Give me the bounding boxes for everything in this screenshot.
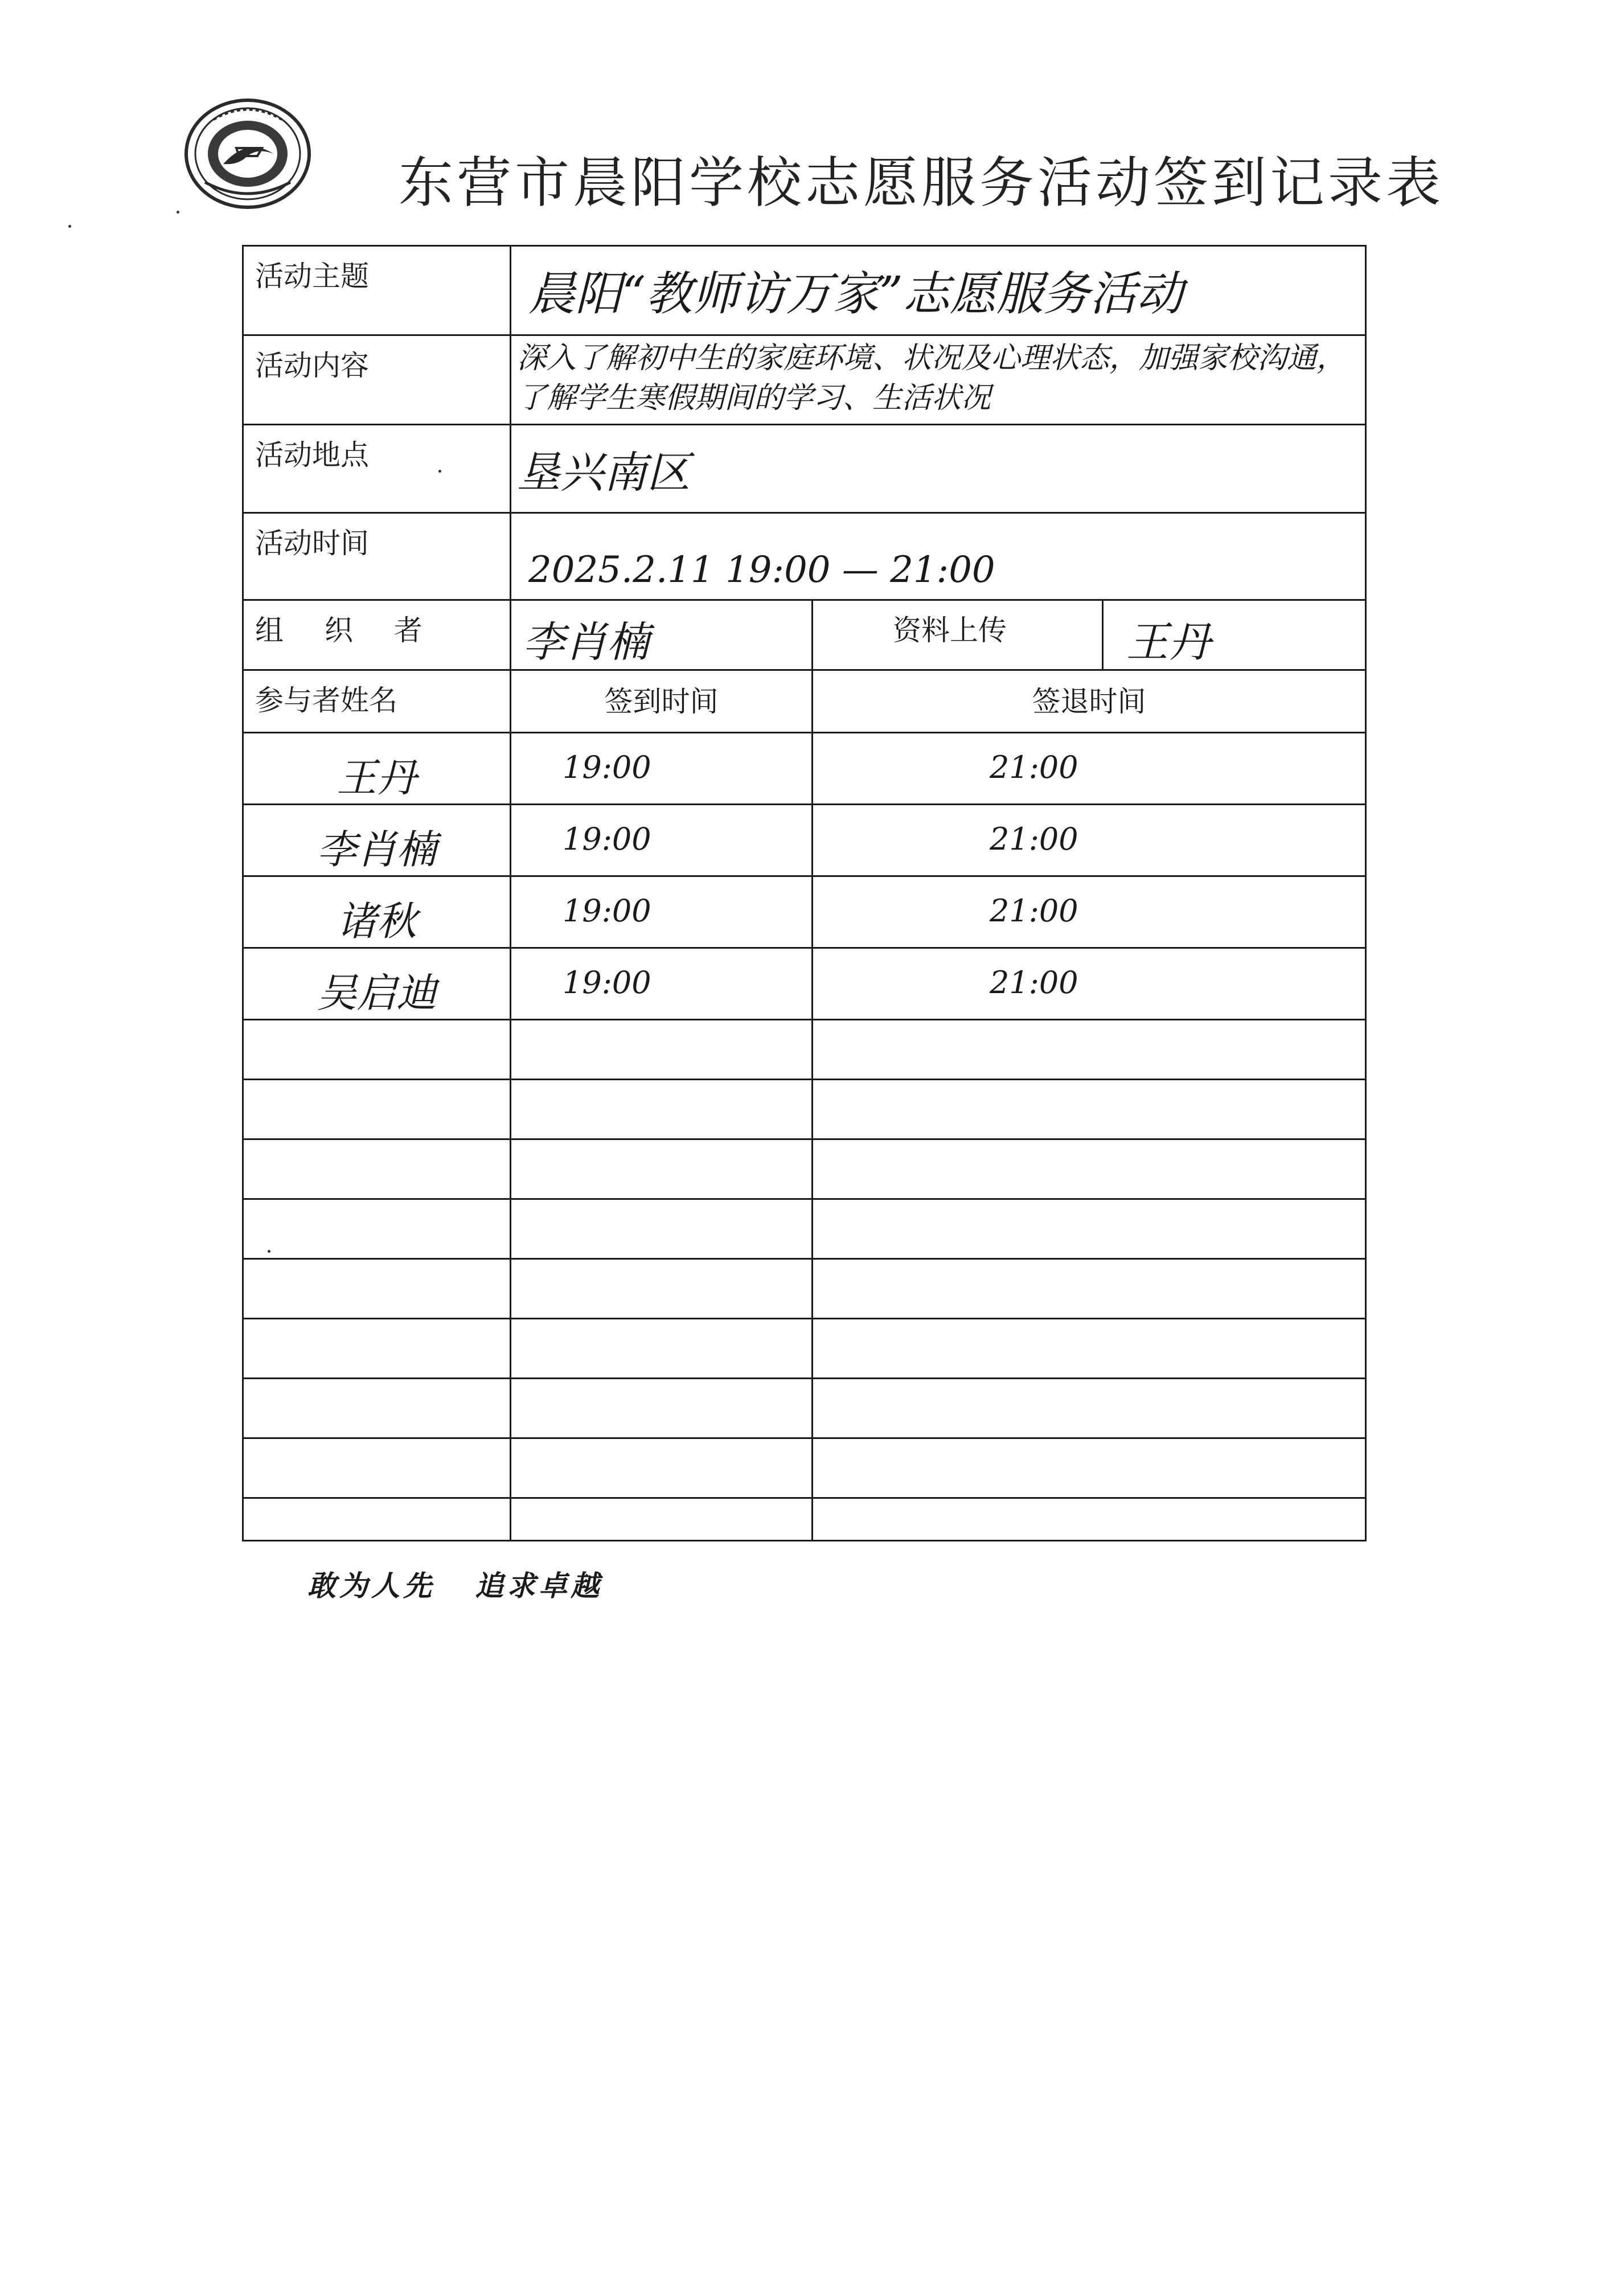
checkin-time-header: 签到时间	[604, 685, 719, 718]
blank-row	[243, 1020, 1366, 1080]
time-value: 2025.2.11 19:00 — 21:00	[528, 549, 995, 591]
content-label: 活动内容	[255, 349, 369, 382]
table-row	[243, 733, 1366, 805]
scan-speck	[68, 225, 71, 228]
theme-value: 晨阳“教师访万家”志愿服务活动	[528, 267, 1183, 321]
checkin-time: 19:00	[563, 965, 651, 1001]
blank-row	[243, 1259, 1366, 1319]
participant-name: 王丹	[337, 755, 417, 801]
scan-speck	[438, 470, 441, 473]
participant-name: 诸秋	[337, 898, 417, 945]
blank-row	[243, 1319, 1366, 1379]
organizer-row	[243, 600, 1366, 670]
school-logo	[182, 97, 313, 211]
upload-label: 资料上传	[893, 614, 1007, 647]
checkout-time: 21:00	[990, 965, 1078, 1001]
document-title: 东营市晨阳学校志愿服务活动签到记录表	[399, 151, 1444, 215]
checkin-time: 19:00	[563, 893, 651, 929]
table-row	[243, 948, 1366, 1020]
time-row	[243, 513, 1366, 600]
table-row	[243, 876, 1366, 948]
content-row	[243, 335, 1366, 425]
checkout-time-header: 签退时间	[1032, 685, 1146, 718]
school-motto: 敢为人先 追求卓越	[307, 1569, 603, 1602]
scan-speck	[268, 1250, 270, 1253]
scan-speck	[177, 211, 179, 214]
signin-form-table	[242, 245, 1367, 1541]
checkout-time: 21:00	[990, 893, 1078, 929]
attendance-header-row	[243, 670, 1366, 733]
participant-name-header: 参与者姓名	[255, 684, 397, 717]
checkout-time: 21:00	[990, 749, 1078, 785]
blank-row	[243, 1080, 1366, 1139]
upload-value: 王丹	[1126, 618, 1211, 667]
checkin-time: 19:00	[563, 749, 651, 785]
blank-row	[243, 1498, 1366, 1541]
organizer-label: 组 织 者	[255, 614, 438, 647]
checkout-time: 21:00	[990, 821, 1078, 857]
participant-name: 吴启迪	[317, 970, 437, 1016]
place-label: 活动地点	[255, 438, 369, 472]
content-value: 深入了解初中生的家庭环境、状况及心理状态，加强家校沟通，了解学生寒假期间的学习、生活状况	[517, 341, 1347, 415]
blank-row	[243, 1139, 1366, 1199]
checkin-time: 19:00	[563, 821, 651, 857]
organizer-value: 李肖楠	[523, 618, 649, 667]
table-row	[243, 805, 1366, 876]
place-value: 垦兴南区	[517, 447, 690, 498]
theme-label: 活动主题	[255, 260, 369, 293]
blank-row	[243, 1438, 1366, 1498]
participant-name: 李肖楠	[317, 826, 437, 873]
blank-row	[243, 1379, 1366, 1438]
time-label: 活动时间	[255, 527, 369, 560]
place-row	[243, 425, 1366, 513]
theme-row	[243, 246, 1366, 335]
blank-row	[243, 1199, 1366, 1259]
